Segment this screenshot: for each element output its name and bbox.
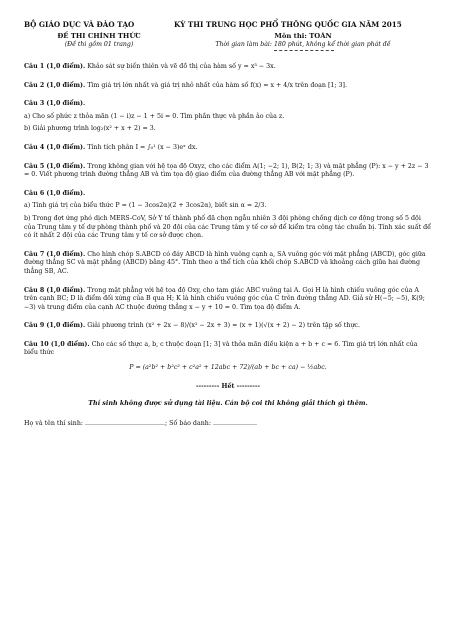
- question-8: [24, 287, 432, 313]
- q3-a: a) Cho số phức z thỏa mãn (1 − i)z − 1 + 5i = 0. Tìm phần thực và phần ảo của z.: [24, 112, 285, 120]
- subject: Môn thi: TOÁN: [274, 32, 332, 40]
- q-text: Tính tích phân I = ∫₀¹ (x − 3)eˣ dx.: [87, 143, 198, 151]
- question-5: [24, 163, 432, 180]
- q-text: Khảo sát sự biến thiên và vẽ đồ thị của hàm số y = x³ − 3x.: [87, 63, 276, 70]
- q-text: Giải phương trình (x² + 2x − 8)/(x² − 2x + 3) = (x + 1)(√(x + 2) − 2) trên tập số thực.: [87, 322, 360, 330]
- q-label: Câu 1 (1,0 điểm).: [24, 63, 86, 70]
- q-text: Tìm giá trị lớn nhất và giá trị nhỏ nhất của hàm số f(x) = x + 4/x trên đoạn [1; 3].: [87, 81, 347, 89]
- question-1: [24, 63, 432, 72]
- q-label: Câu 4 (1,0 điểm).: [24, 143, 86, 151]
- exam-note: Thí sinh không được sử dụng tài liệu. Cán bộ coi thi không giải thích gì thêm.: [88, 399, 368, 408]
- q6-b: b) Trong đợt ứng phó dịch MERS-CoV, Sở Y tế thành phố đã chọn ngẫu nhiên 3 đội phòng chống dịch cơ động trong số 5 đội của Trung tâm y tế dự phòng thành phố và 20 đội của các Trung tâm y tế cơ sở để kiểm tra công tác chuẩn bị. Tính xác suất để có ít nhất 2 đội của các Trung tâm y tế cơ sở được chọn.: [24, 214, 432, 240]
- q10-formula: P = (a²b² + b²c² + c²a² + 12abc + 72)/(ab + bc + ca) − ½abc.: [129, 364, 327, 372]
- q-text: Trong mặt phẳng với hệ tọa độ Oxy, cho tam giác ABC vuông tại A. Gọi H là hình chiếu vuông góc của A trên cạnh BC; D là điểm đối xứng của B qua H; K là hình chiếu vuông góc của C trên đường thẳng AD. Giả sử H(−5; −5), K(9; −3) và trung điểm của cạnh AC thuộc đường thẳng x − y + 10 = 0. Tìm tọa độ điểm A.: [24, 286, 425, 311]
- time-note: Thời gian làm bài: 180 phút, không kể thời gian phát đề: [215, 41, 391, 48]
- q-text: Trong không gian với hệ tọa độ Oxyz, cho các điểm A(1; −2; 1), B(2; 1; 3) và mặt phẳng (P): x − y + 2z − 3 = 0. Viết phương trình đường thẳng AB và tìm tọa độ giao điểm của đường thẳng AB với mặt phẳng (P).: [24, 162, 429, 179]
- q-text: Cho các số thực a, b, c thuộc đoạn [1; 3] và thỏa mãn điều kiện a + b + c = 6. Tìm giá trị lớn nhất của biểu thức: [24, 340, 418, 357]
- question-7: [24, 251, 432, 277]
- question-9: [24, 322, 432, 331]
- q-label: Câu 2 (1,0 điểm).: [24, 81, 86, 89]
- question-6: [24, 190, 432, 241]
- question-10: [24, 341, 432, 373]
- pages-note: (Đề thi gồm 01 trang): [64, 41, 134, 48]
- question-2: [24, 82, 432, 91]
- q-label: Câu 9 (1,0 điểm).: [24, 322, 86, 330]
- q-label: Câu 5 (1,0 điểm).: [24, 162, 86, 170]
- header-rule: [274, 50, 334, 51]
- q3-b: b) Giải phương trình log₂(x² + x + 2) = 3.: [24, 125, 156, 133]
- end-marker: --------- Hết ---------: [195, 382, 261, 390]
- ministry: BỘ GIÁO DỤC VÀ ĐÀO TẠO: [24, 20, 135, 29]
- q6-a: a) Tính giá trị của biểu thức P = (1 − 3cos2α)(2 + 3cos2α), biết sin α = 2/3.: [24, 202, 267, 210]
- q-label: Câu 7 (1,0 điểm).: [24, 250, 86, 258]
- q-label: Câu 6 (1,0 điểm).: [24, 189, 86, 197]
- header: [24, 0, 432, 29]
- q-label: Câu 3 (1,0 điểm).: [24, 100, 86, 108]
- questions: [24, 63, 432, 428]
- q-label: Câu 10 (1,0 điểm).: [24, 340, 90, 348]
- candidate-info-line: Họ và tên thí sinh: ........................................; Số báo danh: ......................: [24, 419, 257, 427]
- q-text: Cho hình chóp S.ABCD có đáy ABCD là hình vuông cạnh a, SA vuông góc với mặt phẳng (ABCD), góc giữa đường thẳng SC và mặt phẳng (ABCD) bằng 45°. Tính theo a thể tích của khối chóp S.ABCD và khoảng cách giữa hai đường thẳng SB, AC.: [24, 250, 426, 275]
- q-label: Câu 8 (1,0 điểm).: [24, 286, 86, 294]
- exam-title: KỲ THI TRUNG HỌC PHỔ THÔNG QUỐC GIA NĂM 2015: [174, 20, 402, 29]
- official-label: ĐỀ THI CHÍNH THỨC: [57, 32, 141, 40]
- question-4: [24, 144, 432, 153]
- question-3: [24, 100, 432, 134]
